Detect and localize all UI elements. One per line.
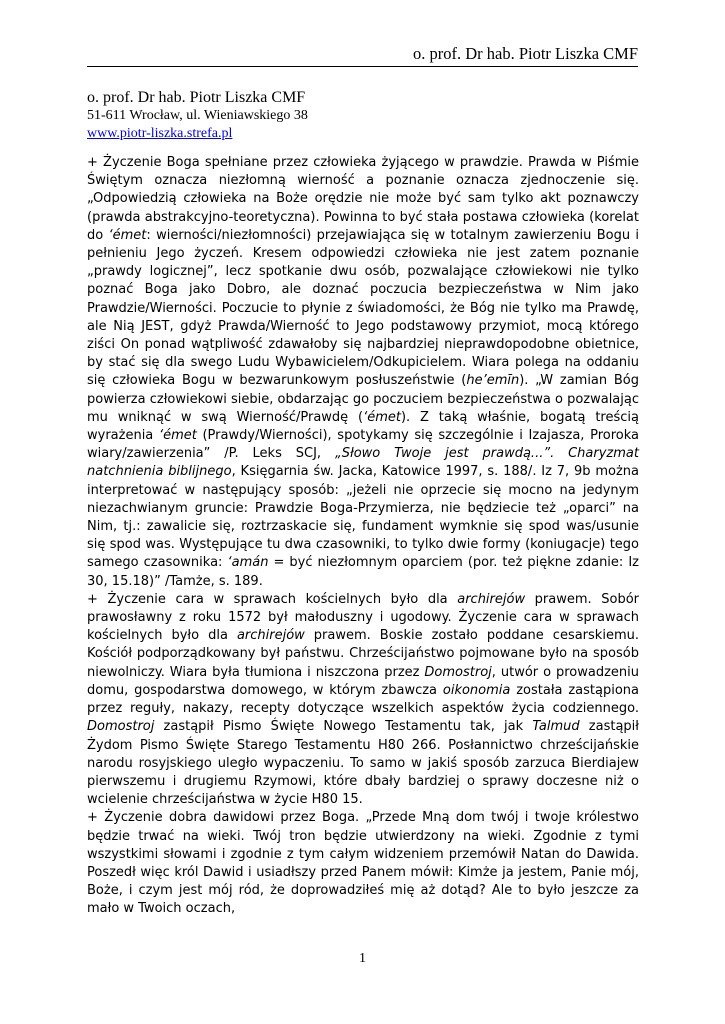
entry-paragraph: + Życzenie cara w sprawach kościelnych było dla archirejów prawem. Sobór prawosławny z roku 1572 był małoduszny i ugodowy. Życzenie cara w sprawach kościelnych było dla archirejów prawem. Boskie zostało poddane cesarskiemu. Kościół podporządkowany był państwu. Chrześcijaństwo pojmowane było na sposób niewolniczy. Wiara była tłumiona i niszczona przez Domostroj, utwór o prowadzeniu domu, gospodarstwa domowego, w którym zbawcza oikonomia została zastąpiona przez reguły, nakazy, recepty dotyczące wszelkich aspektów życia codziennego. Domostroj zastąpił Pismo Święte Nowego Testamentu tak, jak Talmud zastąpił Żydom Pismo Święte Starego Testamentu H80 266. Posłannictwo chrześcijańskie narodu rosyjskiego uległo wypaczeniu. To samo w jakiś sposób zarzuca Bierdiajew pierwszemu i drugiemu Rzymowi, które dbały bardziej o sprawy doczesne niż o wcielenie chrześcijaństwa w życie H80 15. <box>87 591 639 808</box>
header-rule <box>87 66 638 67</box>
entry-paragraph: + Życzenie Boga spełniane przez człowieka żyjącego w prawdzie. Prawda w Piśmie Świętym oznacza niezłomną wierność a poznanie oznacza zjednoczenie się. „Odpowiedzią człowieka na Boże orędzie nie może być sam tylko akt poznawczy (prawda abstrakcyjno-teoretyczna). Powinna to być stała postawa człowieka (korelat do ‘émet: wierności/niezłomności) przejawiająca się w totalnym zawierzeniu Bogu i pełnieniu Jego życzeń. Kresem odpowiedzi człowieka nie jest zatem poznanie „prawdy logicznej”, lecz spotkanie dwu osób, pozwalające człowiekowi nie tylko poznać Boga jako Dobro, ale doznać poczucia bezpieczeństwa w Nim jako Prawdzie/Wierności. Poczucie to płynie z świadomości, że Bóg nie tylko ma Prawdę, ale Nią JEST, gdyż Prawda/Wierność to Jego podstawowy przymiot, mocą którego ziści On ponad wątpliwość zdawałoby się najbardziej nieprawdopodobne obietnice, by stać się dla swego Ludu Wybawicielem/Odkupicielem. Wiara polega na oddaniu się człowieka Bogu w bezwarunkowym posłuszeństwie (he’emīn). „W zamian Bóg powierza człowiekowi siebie, obdarzając go poczuciem bezpieczeństwa o pozwalając mu wniknąć w swą Wierność/Prawdę (‘émet). Z taką właśnie, bogatą treścią wyrażenia ‘émet (Prawdy/Wierności), spotykamy się szczególnie i Izajasza, Proroka wiary/zawierzenia” /P. Leks SCJ, „Słowo Twoje jest prawdą...”. Charyzmat natchnienia biblijnego, Księgarnia św. Jacka, Katowice 1997, s. 188/. Iz 7, 9b można interpretować w następujący sposób: „jeżeli nie oprzecie się mocno na jedynym niezachwianym gruncie: Prawdzie Boga-Przymierza, nie będziecie też „oparci” na Nim, tj.: zawalicie się, roztrzaskacie się, fundament wymknie się spod was/usunie się spod was. Występujące tu dwa czasowniki, to tylko dwie formy (koniugacje) tego samego czasownika: ‘amán = być niezłomnym oparciem (por. też piękne zdanie: Iz 30, 15.18)” /Tamże, s. 189. <box>87 155 640 589</box>
entry-paragraph: + Życzenie dobra dawidowi przez Boga. „Przede Mną dom twój i twoje królestwo będzie trwać na wieki. Twój tron będzie utwierdzony na wieki. Zgodnie z tymi wszystkimi słowami i zgodnie z tym całym widzeniem przemówił Natan do Dawida. Poszedł więc król Dawid i usiadłszy przed Panem mówił: Kimże ja jestem, Panie mój, Boże, i czym jest mój ród, że doprowadziłeś mię aż dotąd? Ale to było jeszcze za mało w Twoich oczach, <box>87 810 639 917</box>
author-website-link[interactable]: www.piotr-liszka.strefa.pl <box>87 126 233 141</box>
running-header: o. prof. Dr hab. Piotr Liszka CMF <box>412 44 638 63</box>
author-block <box>87 88 308 143</box>
author-name: o. prof. Dr hab. Piotr Liszka CMF <box>87 89 306 106</box>
author-address: 51-611 Wrocław, ul. Wieniawskiego 38 <box>87 108 308 123</box>
page-number: 1 <box>359 951 366 966</box>
body-text <box>87 154 639 919</box>
